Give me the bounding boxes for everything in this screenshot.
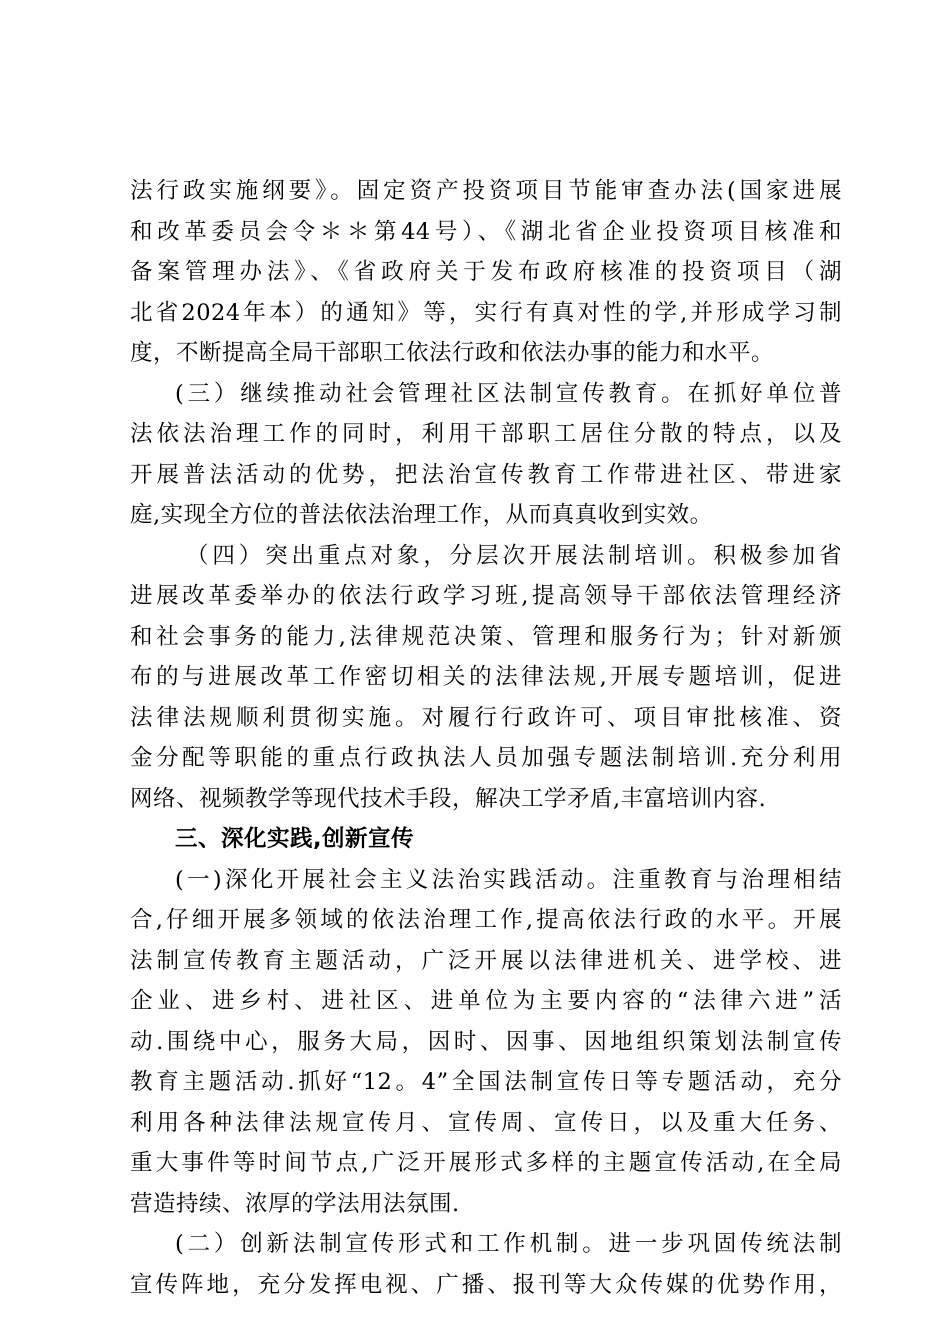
paragraph-line: (三）继续推动社会管理社区法制宣传教育。在抓好单位普 xyxy=(175,380,842,407)
paragraph-line: (二）创新法制宣传形式和工作机制。进一步巩固传统法制 xyxy=(175,1231,842,1257)
paragraph-line: 和社会事务的能力,法律规范决策、管理和服务行为；针对新颁 xyxy=(130,623,842,650)
paragraph-line: 备案管理办法》、《省政府关于发布政府核准的投资项目（湖 xyxy=(130,259,842,285)
paragraph-line: 网络、视频教学等现代技术手段，解决工学矛盾,丰富培训内容. xyxy=(130,785,767,812)
paragraph-line: （四）突出重点对象，分层次开展法制培训。积极参加省 xyxy=(186,542,842,569)
paragraph-line: 度，不断提高全局干部职工依法行政和依法办事的能力和水平。 xyxy=(130,340,775,366)
paragraph-line: 北省2024年本）的通知》等，实行有真对性的学,并形成学习制 xyxy=(130,299,842,326)
paragraph-line: 教育主题活动.抓好“12。4”全国法制宣传日等专题活动，充分 xyxy=(130,1069,842,1095)
paragraph-line: 动.围绕中心，服务大局，因时、因事、因地组织策划法制宣传 xyxy=(130,1028,842,1055)
paragraph-line: (一)深化开展社会主义法治实践活动。注重教育与治理相结 xyxy=(175,866,842,893)
paragraph-line: 利用各种法律法规宣传月、宣传周、宣传日，以及重大任务、 xyxy=(130,1109,842,1136)
paragraph-line: 金分配等职能的重点行政执法人员加强专题法制培训.充分利用 xyxy=(130,745,842,771)
paragraph-line: 营造持续、浓厚的学法用法氛围. xyxy=(130,1190,460,1217)
paragraph-line: 企业、进乡村、进社区、进单位为主要内容的“法律六进”活 xyxy=(130,988,842,1014)
paragraph-line: 进展改革委举办的依法行政学习班,提高领导干部依法管理经济 xyxy=(130,583,842,609)
paragraph-line: 法制宣传教育主题活动，广泛开展以法律进机关、进学校、进 xyxy=(130,947,842,974)
paragraph-line: 法依法治理工作的同时，利用干部职工居住分散的特点，以及 xyxy=(130,421,842,447)
paragraph-line: 宣传阵地，充分发挥电视、广播、报刊等大众传媒的优势作用， xyxy=(130,1271,842,1298)
section-heading: 三、深化实践,创新宣传 xyxy=(175,826,415,852)
document-body xyxy=(130,171,842,1305)
paragraph-line: 布的与进展改革工作密切相关的法律法规,开展专题培训，促进 xyxy=(130,664,842,690)
paragraph-line: 法行政实施纲要》。固定资产投资项目节能审查办法(国家进展 xyxy=(130,178,842,204)
paragraph-line: 合,仔细开展多领域的依法治理工作,提高依法行政的水平。开展 xyxy=(130,907,842,933)
paragraph-line: 庭,实现全方位的普法依法治理工作，从而真真收到实效。 xyxy=(130,502,713,528)
paragraph-line: 开展普法活动的优势，把法治宣传教育工作带进社区、带进家 xyxy=(130,461,842,488)
paragraph-line: 和改革委员会令＊＊第44号）、《湖北省企业投资项目核准和 xyxy=(130,218,842,245)
paragraph-line: 重大事件等时间节点,广泛开展形式多样的主题宣传活动,在全局 xyxy=(130,1150,842,1176)
paragraph-line: 法律法规顺利贯彻实施。对履行行政许可、项目审批核准、资 xyxy=(130,704,842,731)
